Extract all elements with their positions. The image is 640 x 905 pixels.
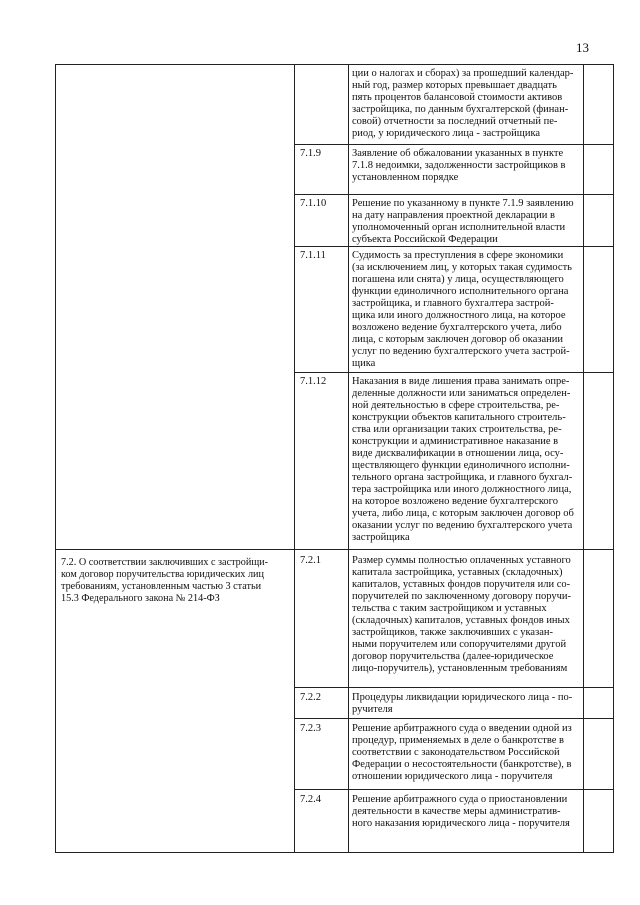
section-7-2-title: 7.2. О соответствии заключивших с застройщи- ком договор поручительства юридических лиц требованиям, установленным частью 3 статьи 15.3 Федерального закона № 214-ФЗ [61,557,269,604]
row-code: 7.1.11 [300,250,326,261]
row-text: Решение по указанному в пункте 7.1.9 заявлению на дату направления проектной декларации в уполномоченный орган исполнительной власти субъекта Российской Федерации [352,198,574,245]
row-text: Процедуры ликвидации юридического лица - по- ручителя [352,692,573,715]
column-divider [583,65,584,852]
row-code: 7.1.9 [300,148,321,159]
row-code: 7.1.12 [300,376,327,387]
row-code: 7.2.1 [300,555,321,566]
row-divider [294,687,613,688]
row-text: Решение арбитражного суда о приостановлении деятельности в качестве меры административ- ного наказания юридического лица - поручителя [352,794,570,829]
row-divider [294,194,613,195]
section-divider [56,549,613,550]
row-text: Решение арбитражного суда о введении одной из процедур, применяемых в деле о банкротстве в соответствии с законодательством Российской Федерации о несостоятельности (банкротстве), в отношении юридического лица - поручителя [352,723,572,782]
row-code: 7.1.10 [300,198,327,209]
row-divider [294,144,613,145]
column-divider [348,65,349,852]
page-number: 13 [576,40,589,55]
row-text: Судимость за преступления в сфере экономики (за исключением лиц, у которых такая судимость погашена или снята) у лица, осуществляющего функции единоличного исполнительного органа застройщика, и главного бухгалтера застрой- щика или иного должностного лица, на которое возложено ведение бухгалтерского учета, либо лица, с которым заключен договор об оказании услуг по ведению бухгалтерского учета застрой- щика [352,250,572,369]
row-text: Заявление об обжаловании указанных в пункте 7.1.8 недоимки, задолженности застройщиков в установленном порядке [352,148,566,183]
row-text: ции о налогах и сборах) за прошедший календар- ный год, размер которых превышает двадцать пять процентов балансовой стоимости активов застройщика, по данным бухгалтерской (финан- совой) отчетности за последний отчетный пе- риод, у юридического лица - застройщика [352,68,574,139]
row-divider [294,246,613,247]
row-text: Наказания в виде лишения права занимать опре- деленные должности или заниматься определен- ной деятельностью в сфере строительства, ре- конструкции объектов капитального строитель- ства или организации таких строительства, ре- конструкции и административное наказание в виде дисквалификации в отношении лица, осу- ществляющего функции единоличного исполни- тельного органа застройщика, и главного бухгал- тера застройщика или иного должностного лица, на которое возложено ведение бухгалтерского учета, либо лица, с которым заключен договор об оказании услуг по ведению бухгалтерского учета застройщика [352,376,574,543]
column-divider [294,65,295,852]
row-divider [294,372,613,373]
row-divider [294,789,613,790]
row-code: 7.2.2 [300,692,321,703]
row-divider [294,718,613,719]
row-text: Размер суммы полностью оплаченных уставного капитала застройщика, уставных (складочных) капиталов, уставных фондов поручителя или со- поручителей по заключенному договору поручи- тельства с таким застройщиком и уставных (складочных) капиталов, уставных фондов иных застройщиков, также заключивших с указан- ными поручителем или сопоручителями другой договор поручительства (далее-юридическое лицо-поручитель), установленным требованиям [352,555,571,674]
row-code: 7.2.3 [300,723,321,734]
requirements-table [55,64,614,853]
row-code: 7.2.4 [300,794,321,805]
